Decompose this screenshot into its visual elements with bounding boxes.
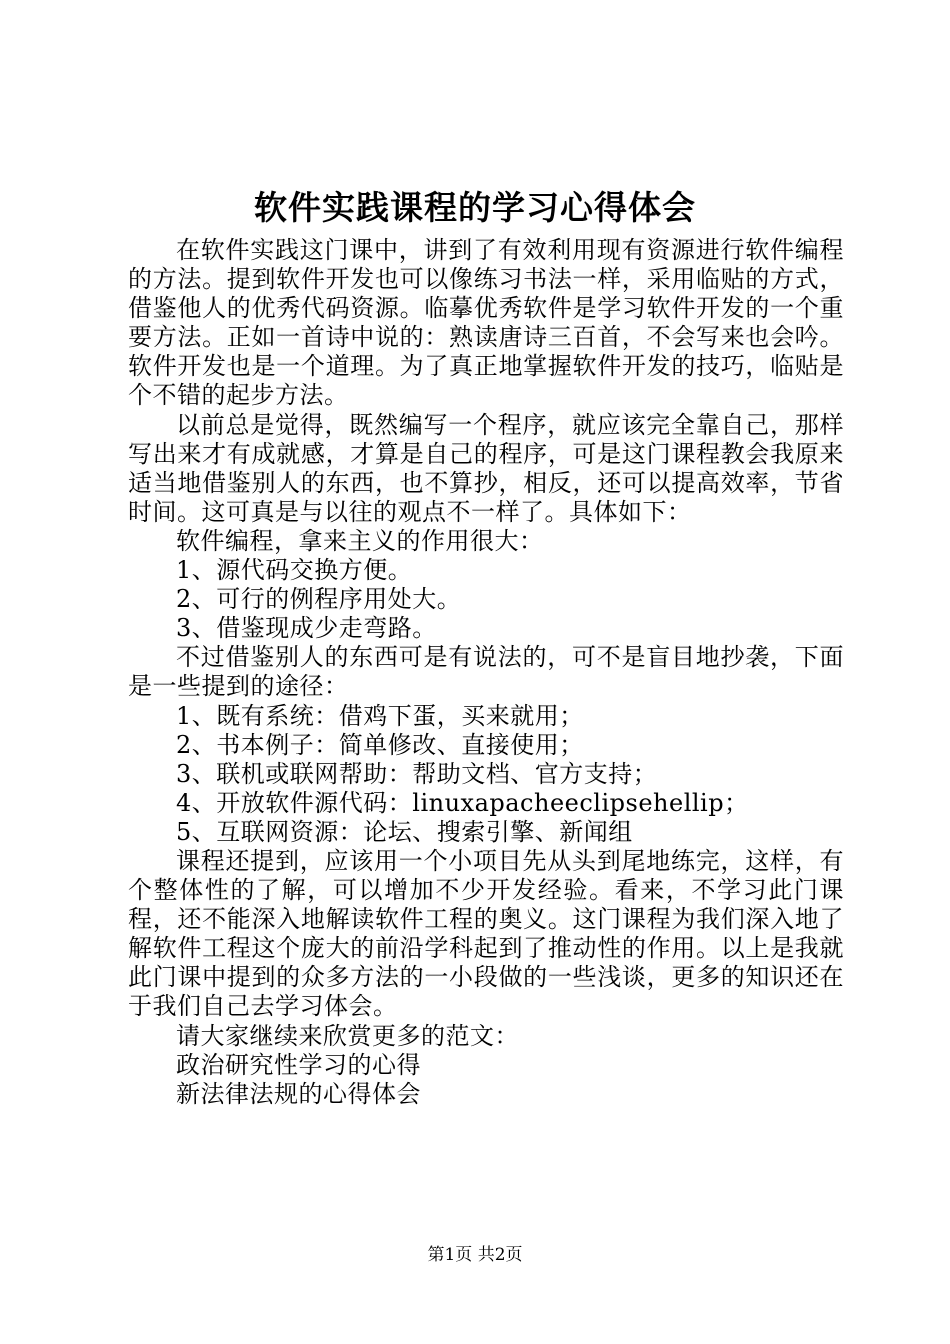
list-item: 3、借鉴现成少走弯路。 xyxy=(176,614,437,643)
list-item: 4、开放软件源代码：linuxapacheeclipsehellip； xyxy=(176,788,749,817)
list-item: 1、源代码交换方便。 xyxy=(176,556,413,585)
document-body xyxy=(128,236,844,1109)
list-item: 3、联机或联网帮助：帮助文档、官方支持； xyxy=(176,759,658,788)
paragraph: 在软件实践这门课中，讲到了有效利用现有资源进行软件编程的方法。提到软件开发也可以像练习书法一样，采用临贴的方式，借鉴他人的优秀代码资源。临摹优秀软件是学习软件开发的一个重要方法。正如一首诗中说的：熟读唐诗三百首，不会写来也会吟。软件开发也是一个道理。为了真正地掌握软件开发的技巧，临贴是个不错的起步方法。 xyxy=(128,236,844,410)
paragraph: 课程还提到，应该用一个小项目先从头到尾地练完，这样，有个整体性的了解，可以增加不少开发经验。看来，不学习此门课程，还不能深入地解读软件工程的奥义。这门课程为我们深入地了解软件工程这个庞大的前沿学科起到了推动性的作用。以上是我就此门课中提到的众多方法的一小段做的一些浅谈，更多的知识还在于我们自己去学习体会。 xyxy=(128,846,844,1021)
list-item: 2、书本例子：简单修改、直接使用； xyxy=(176,730,584,759)
related-link[interactable]: 政治研究性学习的心得 xyxy=(176,1050,421,1079)
list-item: 5、互联网资源：论坛、搜索引擎、新闻组 xyxy=(176,817,633,846)
related-link[interactable]: 新法律法规的心得体会 xyxy=(176,1079,421,1108)
page-footer: 第1页 共2页 xyxy=(427,1245,523,1265)
paragraph: 不过借鉴别人的东西可是有说法的，可不是盲目地抄袭，下面是一些提到的途径： xyxy=(128,643,844,701)
paragraph: 请大家继续来欣赏更多的范文： xyxy=(176,1021,519,1050)
paragraph: 以前总是觉得，既然编写一个程序，就应该完全靠自己，那样写出来才有成就感，才算是自己的程序，可是这门课程教会我原来适当地借鉴别人的东西，也不算抄，相反，还可以提高效率，节省时间。这可真是与以往的观点不一样了。具体如下： xyxy=(128,410,844,526)
list-item: 2、可行的例程序用处大。 xyxy=(176,585,462,614)
paragraph: 软件编程，拿来主义的作用很大： xyxy=(176,526,544,555)
document-title: 软件实践课程的学习心得体会 xyxy=(254,188,696,227)
list-item: 1、既有系统：借鸡下蛋，买来就用； xyxy=(176,701,584,730)
